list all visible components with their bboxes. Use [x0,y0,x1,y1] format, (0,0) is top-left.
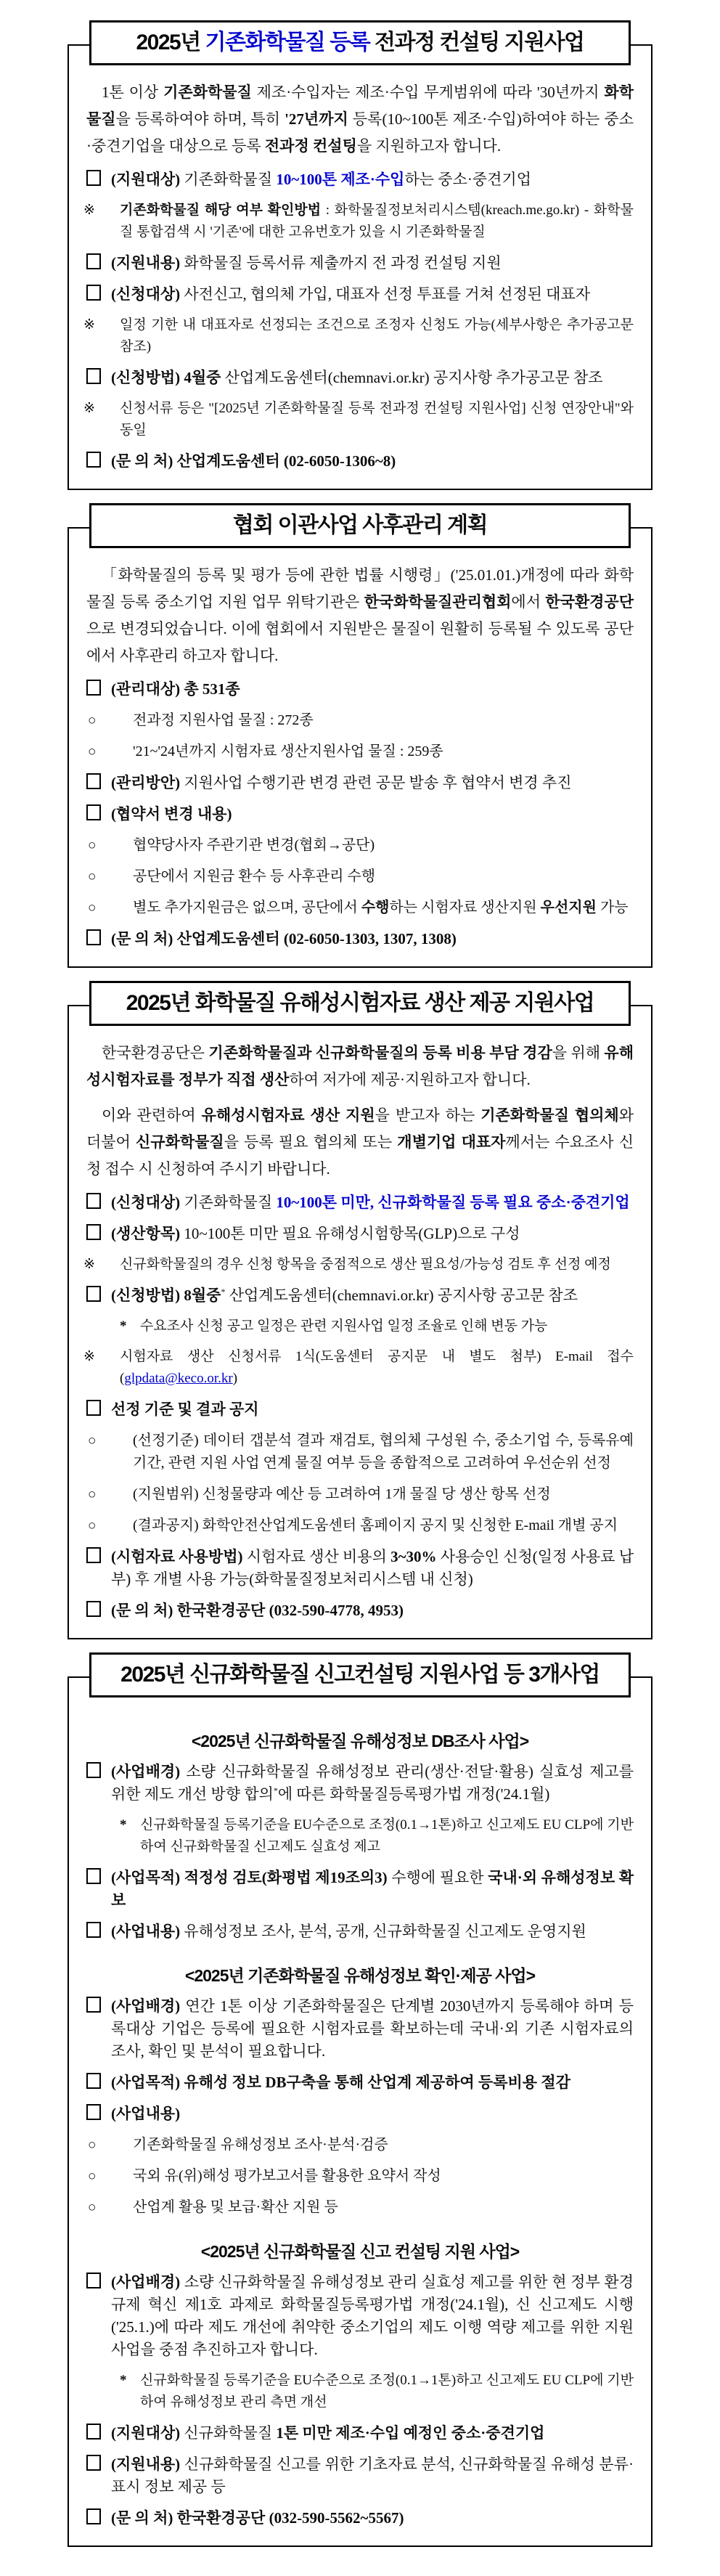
reference-mark-icon: ※ [83,1257,95,1272]
text-run: (지원대상) [111,2424,181,2442]
list-item [86,1191,634,1214]
text-run: (사업내용) [111,1923,181,1940]
text-run: (지원내용) [111,2455,181,2473]
list-item [86,772,634,794]
circle-bullet-icon: ○ [88,2200,97,2215]
circle-bullet-icon: ○ [88,869,97,884]
text-run: 「화학물질의 등록 및 평가 등에 관한 법률 시행령」('25.01.01.)개정에 따라 화학물질 등록 중소기업 지원 업무 위탁기관은 [86,566,634,611]
text-run: 전과정 컨설팅 [264,137,357,155]
text-run: 유해성시험자료를 정부가 직접 생산 [86,1044,634,1088]
text-run: 을 등록 필요 협의체 또는 [224,1133,398,1151]
text-run: 유해성시험자료 생산 지원 [201,1106,375,1124]
text-run: 화학물질 등록서류 제출까지 전 과정 컨설팅 지원 [180,254,502,272]
text-run: 소량 신규화학물질 유해성정보 관리(생산·전달·활용) 실효성 제고를 위한 제도 개선 방향 합의 [111,1763,634,1803]
text-run: 신규화학물질 신고를 위한 기초자료 분석, 신규화학물질 유해성 분류·표시 정보 제공 등 [111,2455,634,2495]
text-run: 하는 중소·중견기업 [404,171,531,188]
text-run: 신규화학물질 등록기준을 EU수준으로 조정(0.1→1톤)하고 신고제도 EU CLP에 기반하여 신규화학물질 신고제도 실효성 제고 [140,1817,634,1854]
list-item [86,1995,634,2063]
text-run: (사업목적) [111,2074,181,2091]
sub-list-item [86,865,634,888]
list-item [86,168,634,191]
list-item [86,928,634,950]
square-bullet-icon [86,1601,101,1617]
sub-list-item [86,2196,634,2219]
text-run: 10~100톤 제조·수입 [276,171,405,188]
text-run: : 화학물질정보처리시스템(kreach.me.go.kr) - 화학물질 통합검색 시 '기존'에 대한 고유번호가 있을 시 기존화학물질 [120,203,634,240]
text-run: 한국환경공단 (032-590-5562~5567) [176,2509,404,2527]
square-bullet-icon [86,1193,101,1209]
list-item [86,2071,634,2094]
square-bullet-icon [86,804,101,820]
paragraph [86,1102,634,1183]
text-run: '21~'24년까지 시험자료 생산지원사업 물질 : 259종 [133,743,443,759]
paragraph [86,1040,634,1093]
square-bullet-icon [86,1997,101,2013]
list-item [86,283,634,306]
text-run: (협약서 변경 내용) [111,805,232,823]
section-title [89,1652,631,1697]
section-3 [68,981,652,1639]
text-run: 4월중 [184,369,221,386]
text-run: 에서 [511,593,546,611]
list-item [86,2422,634,2445]
footnote [86,2370,634,2413]
text-run: 산업계 활용 및 보급·확산 지원 등 [133,2199,338,2215]
circle-bullet-icon: ○ [88,1487,97,1502]
text-run: '27년까지 [285,110,348,128]
text-run: 신규화학물질의 경우 신청 항목을 중점적으로 생산 필요성/가능성 검토 후 선정 예정 [120,1257,611,1272]
text-run: 총 531종 [184,680,240,698]
text-run: (관리대상) [111,680,181,698]
text-run: 기존화학물질 해당 여부 확인방법 [120,203,322,218]
text-run: 선정 기준 및 결과 공지 [111,1401,259,1418]
text-run: 개별기업 대표자 [397,1133,506,1151]
subsection-heading [86,1730,634,1752]
text-run: 수행에 필요한 [387,1869,488,1886]
text-run: 기존화학물질 유해성정보 조사·분석·검증 [133,2137,388,2153]
list-item [86,1284,634,1307]
reference-mark-icon: ※ [83,401,95,416]
text-run: 시험자료 생산 비용의 [242,1548,391,1565]
list-item [86,1398,634,1421]
text-run: 협약당사자 주관기관 변경(협회→공단) [133,837,375,853]
section-4 [68,1652,652,2547]
text-run: 산업계도움센터(chemnavi.or.kr) 공지사항 공고문 참조 [225,1287,578,1304]
text-run: 10~100톤 미만 필요 유해성시험항목(GLP)으로 구성 [180,1225,520,1242]
section-title-text: 2025년 화학물질 유해성시험자료 생산 제공 지원사업 [126,991,594,1015]
list-item [86,1761,634,1806]
text-run: 공단에서 지원금 환수 등 사후관리 수행 [133,868,376,884]
section-2 [68,503,652,968]
list-item [86,2103,634,2125]
text-run: (신청방법) [111,1287,181,1304]
text-run: 한국환경공단 (032-590-4778, 4953) [176,1602,404,1619]
text-run: 지원사업 수행기관 변경 관련 공문 발송 후 협약서 변경 추진 [180,774,572,791]
square-bullet-icon [86,1762,101,1778]
text-run: 1톤 이상 [102,83,164,101]
square-bullet-icon [86,2273,101,2288]
section-body [68,1676,652,2547]
reference-note [83,398,634,441]
square-bullet-icon [86,1922,101,1938]
square-bullet-icon [86,680,101,696]
email-link[interactable]: glpdata@keco.or.kr [124,1371,233,1386]
circle-bullet-icon: ○ [88,2169,97,2184]
list-item [86,450,634,473]
square-bullet-icon [86,1868,101,1884]
text-run: 께서는 수요조사 신청 접수 시 신청하여 주시기 바랍니다. [86,1133,634,1178]
list-item [86,2507,634,2530]
text-run: 시험자료 생산 신청서류 1식(도움센터 공지문 내 별도 첨부) E-mail 접수( [120,1349,634,1386]
text-run: 우선지원 [540,900,597,916]
text-run: 별도 추가지원금은 없으며, 공단에서 [133,900,361,916]
section-title [89,20,631,65]
square-bullet-icon [86,452,101,468]
list-item [86,803,634,826]
square-bullet-icon [86,253,101,269]
section-1 [68,20,652,490]
list-item [86,1599,634,1622]
square-bullet-icon [86,2455,101,2471]
text-run: 이와 관련하여 [102,1106,202,1124]
text-run: 8월중 [184,1287,221,1304]
text-run: (선정기준) 데이터 갭분석 결과 재검토, 협의체 구성원 수, 중소기업 수, 등록유예기간, 관련 지원 사업 연계 물질 여부 등을 종합적으로 고려하여 우선순위 선정 [133,1432,634,1471]
text-run: 제조·수입자는 제조·수입 무게범위에 따라 '30년까지 [251,83,605,101]
text-run: 수요조사 신청 공고 일정은 관련 지원사업 일정 조율로 인해 변동 가능 [140,1318,548,1334]
paragraph [86,79,634,160]
text-run: 유해성 정보 DB구축을 통해 산업계 제공하여 등록비용 절감 [184,2074,570,2091]
text-run: 와 더불어 [86,1106,634,1151]
sub-list-item [86,1430,634,1475]
text-run: 신규화학물질 [180,2424,277,2442]
list-item [86,1546,634,1591]
section-body [68,44,652,490]
text-run: 적정성 검토(화평법 제19조의3) [184,1869,388,1886]
text-run: (신청방법) [111,369,181,386]
text-run: <2025년 신규화학물질 유해성정보 DB조사 사업> [191,1732,529,1750]
text-run: 화학물질 [86,83,634,128]
text-run: (사업배경) [111,2273,181,2291]
section-title-text: 2025년 신규화학물질 신고컨설팅 지원사업 등 3개사업 [120,1663,600,1687]
text-run: ) [232,1371,238,1386]
reference-note [83,1254,634,1276]
list-item [86,1223,634,1245]
text-run: 국외 유(위)해성 평가보고서를 활용한 요약서 작성 [133,2168,441,2184]
footnote [86,1814,634,1858]
text-run: (사업배경) [111,1997,181,2015]
text-run: 1톤 미만 제조·수입 예정인 중소·중견기업 [276,2424,545,2442]
circle-bullet-icon: ○ [88,838,97,853]
text-run: (생산항목) [111,1225,181,1242]
asterisk-icon: * [120,1318,127,1334]
text-run: 산업계도움센터 (02-6050-1303, 1307, 1308) [176,930,457,947]
reference-note [83,1346,634,1390]
text-run: (지원내용) [111,254,181,272]
sub-list-item [86,1483,634,1506]
text-run: (지원대상) [111,171,181,188]
text-run: (시험자료 사용방법) [111,1548,243,1565]
subsection-heading [86,2241,634,2262]
text-run: 하여 저가에 제공·지원하고자 합니다. [289,1071,531,1088]
square-bullet-icon [86,285,101,301]
text-run: 3~30% [390,1548,437,1565]
text-run: (사업내용) [111,2105,181,2122]
sub-list-item [86,2134,634,2156]
text-run: 을 위해 [552,1044,605,1061]
text-run: 기존화학물질 [180,1194,277,1211]
square-bullet-icon [86,2424,101,2440]
subsection-heading [86,1965,634,1986]
text-run: 유해성정보 조사, 분석, 공개, 신규화학물질 신고제도 운영지원 [180,1923,586,1940]
circle-bullet-icon: ○ [88,744,97,759]
text-run: 하는 시험자료 생산지원 [389,900,541,916]
text-run: 사용승인 신청(일정 사용료 납부) 후 개별 사용 가능(화학물질정보처리시스템 내 신청) [111,1548,634,1588]
section-title [89,981,631,1026]
text-run: 한국화학물질관리협회 [364,593,512,611]
text-run: 전과정 지원사업 물질 : 272종 [133,712,314,728]
text-run: (지원범위) 신청물량과 예산 등 고려하여 1개 물질 당 생산 항목 선정 [133,1486,551,1502]
text-run: 연간 1톤 이상 기존화학물질은 단계별 2030년까지 등록해야 하며 등록대상 기업은 등록에 필요한 시험자료를 확보하는데 국내·외 기존 시험자료의 조사, 확인 및 분석이 필요합니다. [111,1997,634,2060]
reference-mark-icon: ※ [83,317,95,333]
text-run: 신청서류 등은 "[2025년 기존화학물질 등록 전과정 컨설팅 지원사업] 신청 연장안내"와 동일 [120,401,634,438]
text-run: (문 의 처) [111,452,173,470]
section-title-text: 협회 이관사업 사후관리 계획 [232,513,488,537]
text-run: (문 의 처) [111,2509,173,2527]
text-run: 수행 [361,900,390,916]
text-run: 신규화학물질 등록기준을 EU수준으로 조정(0.1→1톤)하고 신고제도 EU CLP에 기반하여 유해성정보 관리 측면 개선 [140,2373,634,2410]
text-run: 을 등록하여야 하며, 특히 [115,110,285,128]
square-bullet-icon [86,2508,101,2524]
sub-list-item [86,2165,634,2188]
text-run: 신규화학물질 [136,1133,224,1151]
text-run: (사업배경) [111,1763,181,1780]
circle-bullet-icon: ○ [88,900,97,916]
list-item [86,1920,634,1943]
text-run: * [273,1785,278,1796]
text-run: 일정 기한 내 대표자로 선정되는 조건으로 조정자 신청도 가능(세부사항은 추가공고문 참조) [120,317,634,354]
text-run: (관리방안) [111,774,181,791]
text-run: 기존화학물질 [180,171,277,188]
section-title-text: 2025년 [136,30,205,54]
text-run: 기존화학물질과 신규화학물질의 등록 비용 부담 경감 [208,1044,552,1061]
square-bullet-icon [86,170,101,186]
reference-mark-icon: ※ [83,203,95,218]
text-run: 으로 변경되었습니다. 이에 협회에서 지원받은 물질이 원활히 등록될 수 있도록 공단에서 사후관리 하고자 합니다. [86,620,634,664]
text-run: (결과공지) 화학안전산업계도움센터 홈페이지 공지 및 신청한 E-mail 개별 공지 [133,1517,618,1533]
text-run: * [221,1287,226,1297]
section-title-text: 기존화학물질 등록 [205,30,370,54]
text-run: 10~100톤 미만, 신규화학물질 등록 필요 중소·중견기업 [276,1194,630,1211]
square-bullet-icon [86,1400,101,1416]
text-run: 국내·외 유해성정보 확보 [111,1869,634,1909]
text-run: (사업목적) [111,1869,181,1886]
square-bullet-icon [86,368,101,384]
text-run: 산업계도움센터(chemnavi.or.kr) 공지사항 추가공고문 참조 [221,369,603,386]
reference-mark-icon: ※ [83,1349,95,1364]
text-run: <2025년 기존화학물질 유해성정보 확인·제공 사업> [184,1966,536,1985]
text-run: 한국환경공단은 [102,1044,209,1061]
list-item [86,678,634,701]
sub-list-item [86,1515,634,1537]
list-item [86,252,634,274]
sub-list-item [86,897,634,919]
square-bullet-icon [86,1547,101,1563]
sub-list-item [86,709,634,732]
section-body [68,527,652,968]
circle-bullet-icon: ○ [88,1518,97,1533]
text-run: 에 따른 화학물질등록평가법 개정('24.1월) [277,1785,550,1803]
circle-bullet-icon: ○ [88,1433,97,1448]
text-run: 등록(10~100톤 제조·수입)하여야 하는 중소·중견기업을 대상으로 등록 [86,110,634,155]
square-bullet-icon [86,2104,101,2120]
text-run: 소량 신규화학물질 유해성정보 관리 실효성 제고를 위한 현 정부 환경규제 혁신 제1호 과제로 화학물질등록평가법 개정('24.1월), 신 신고제도 시행('25.1.)에 따라 제도 개선에 취약한 중소기업의 제도 이행 역량 제고를 위한 지원사업을 중점 추진하고자 합니다. [111,2273,634,2358]
text-run: 기존화학물질 [163,83,252,101]
text-run: (문 의 처) [111,930,173,947]
text-run: (문 의 처) [111,1602,173,1619]
section-title [89,503,631,548]
text-run: 기존화학물질 협의체 [480,1106,619,1124]
square-bullet-icon [86,2073,101,2089]
text-run: 한국환경공단 [545,593,634,611]
list-item [86,367,634,389]
sub-list-item [86,834,634,857]
sub-list-item [86,741,634,763]
text-run: (신청대상) [111,285,181,303]
square-bullet-icon [86,929,101,945]
text-run: 을 지원하고자 합니다. [356,137,502,155]
square-bullet-icon [86,1286,101,1302]
text-run: 산업계도움센터 (02-6050-1306~8) [176,452,396,470]
text-run: 을 받고자 하는 [375,1106,481,1124]
list-item [86,2271,634,2361]
section-title-text: 전과정 컨설팅 지원사업 [369,30,584,54]
square-bullet-icon [86,1224,101,1240]
section-body [68,1005,652,1639]
text-run: 가능 [596,900,629,916]
footnote [86,1316,634,1337]
asterisk-icon: * [120,1817,127,1833]
text-run: 사전신고, 협의체 가입, 대표자 선정 투표를 거쳐 선정된 대표자 [180,285,591,303]
reference-note [83,314,634,358]
circle-bullet-icon: ○ [88,2137,97,2153]
reference-note [83,200,634,243]
text-run: <2025년 신규화학물질 신고 컨설팅 지원 사업> [200,2242,520,2261]
asterisk-icon: * [120,2373,127,2388]
list-item [86,2453,634,2498]
paragraph [86,562,634,669]
list-item [86,1867,634,1912]
text-run: (신청대상) [111,1194,181,1211]
square-bullet-icon [86,773,101,789]
circle-bullet-icon: ○ [88,713,97,728]
